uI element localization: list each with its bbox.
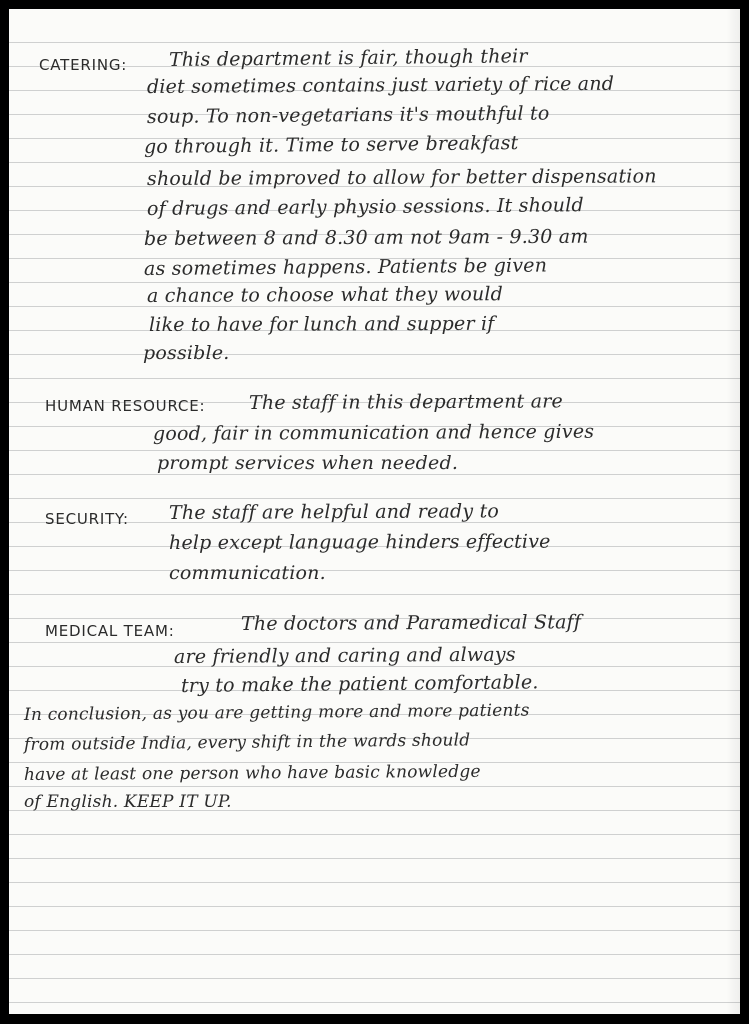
section-label-human-resource: HUMAN RESOURCE:	[45, 397, 206, 415]
handwritten-line: of drugs and early physio sessions. It should	[146, 194, 584, 220]
handwritten-line: a chance to choose what they would	[146, 283, 504, 307]
handwritten-line: The staff are helpful and ready to	[168, 500, 500, 524]
notebook-page	[9, 9, 740, 1014]
handwritten-line: soup. To non-vegetarians it's mouthful to	[146, 102, 550, 128]
page-edge-shadow	[726, 9, 740, 1014]
handwritten-line: try to make the patient comfortable.	[180, 671, 539, 697]
conclusion-line: of English. KEEP IT UP.	[24, 792, 232, 812]
handwritten-line: good, fair in communication and hence gives	[152, 420, 595, 445]
section-label-medical-team: MEDICAL TEAM:	[45, 622, 175, 640]
handwritten-line: like to have for lunch and supper if	[148, 312, 495, 336]
handwritten-line: be between 8 and 8.30 am not 9am - 9.30 am	[143, 225, 589, 250]
handwritten-line: diet sometimes contains just variety of rice and	[146, 72, 615, 98]
handwritten-line: go through it. Time to serve breakfast	[143, 132, 519, 158]
handwritten-line: communication.	[169, 562, 326, 584]
handwritten-line: help except language hinders effective	[168, 530, 551, 554]
handwritten-line: are friendly and caring and always	[173, 643, 516, 668]
handwritten-line: prompt services when needed.	[157, 452, 459, 474]
handwritten-line: possible.	[143, 342, 230, 364]
conclusion-line: from outside India, every shift in the wards should	[23, 730, 471, 755]
handwritten-line: The staff in this department are	[248, 390, 564, 414]
conclusion-line: In conclusion, as you are getting more and more patients	[23, 700, 530, 725]
section-label-catering: CATERING:	[39, 56, 128, 74]
conclusion-line: have at least one person who have basic knowledge	[23, 761, 481, 785]
handwritten-line: The doctors and Paramedical Staff	[240, 611, 582, 635]
handwritten-line: as sometimes happens. Patients be given	[143, 254, 548, 280]
handwritten-line: This department is fair, though their	[168, 45, 528, 71]
section-label-security: SECURITY:	[45, 510, 129, 528]
handwritten-line: should be improved to allow for better dispensation	[146, 165, 657, 190]
